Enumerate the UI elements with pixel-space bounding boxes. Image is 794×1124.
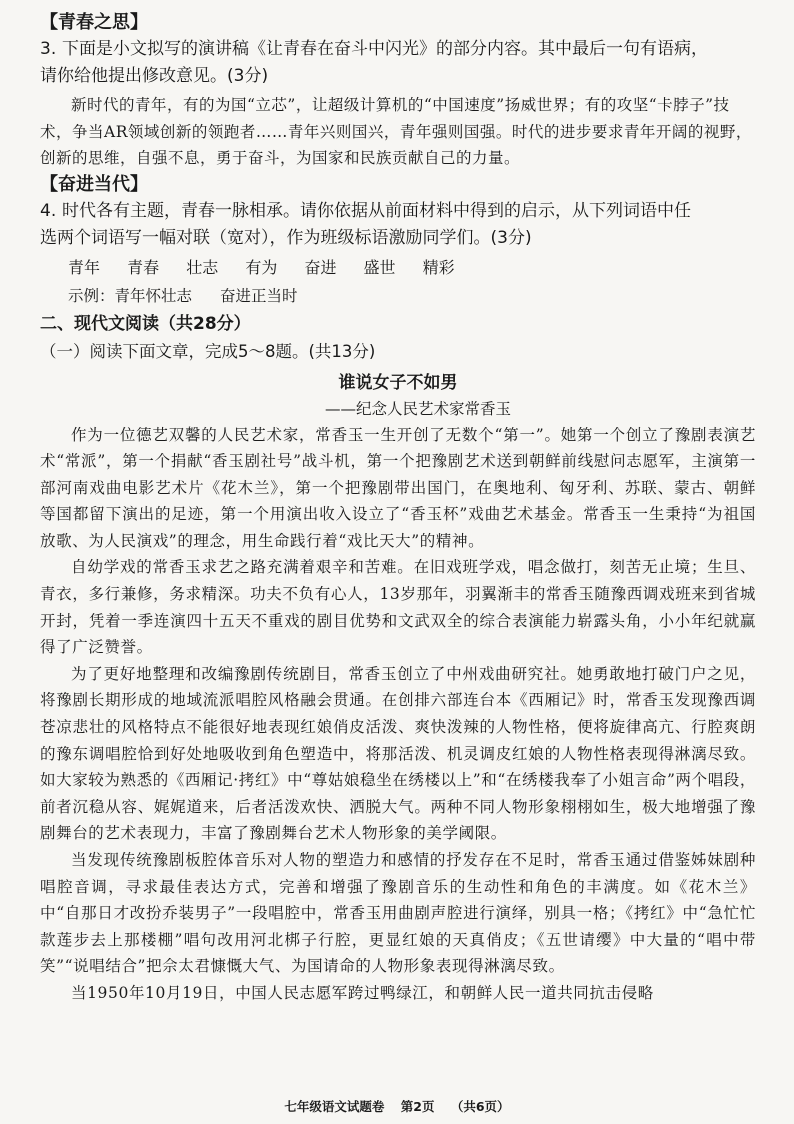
page-footer bbox=[0, 1097, 794, 1115]
question-3 bbox=[40, 36, 756, 63]
article-paragraph: 自幼学戏的常香玉求艺之路充满着艰辛和苦难。在旧戏班学戏，唱念做打，刻苦无止境；生旦、青衣，多行兼修，务求精深。功夫不负有心人，13岁那年，羽翼渐丰的常香玉随豫西调戏班来到省城开封，凭着一季连演四十五天不重戏的剧目优势和文武双全的综合表演能力崭露头角，小小年纪就赢得了广泛赞誉。 bbox=[40, 558, 756, 657]
word-list bbox=[68, 254, 756, 282]
question-4 bbox=[40, 198, 756, 225]
footer-exam-name: 七年级语文试题卷 bbox=[284, 1099, 385, 1114]
question-3-material: 新时代的青年，有的为国“立芯”，让超级计算机的“中国速度”扬威世界；有的攻坚“卡脖子”技术，争当AR领域创新的领跑者……青年兴则国兴，青年强则国强。时代的进步要求青年开阔的视野，创新的思维，自强不息，勇于奋斗，为国家和民族贡献自己的力量。 bbox=[40, 96, 752, 167]
word-item: 有为 bbox=[245, 257, 278, 277]
question-3-line1: 下面是小文拟写的演讲稿《让青春在奋斗中闪光》的部分内容。其中最后一句有语病， bbox=[62, 39, 708, 59]
question-4-line1: 时代各有主题，青春一脉相承。请你依据从前面材料中得到的启示，从下列词语中任 bbox=[62, 200, 691, 221]
word-item: 壮志 bbox=[186, 257, 219, 277]
couplet-example bbox=[68, 282, 756, 310]
section-modern-reading: 二、现代文阅读（共28分） bbox=[40, 313, 251, 334]
couplet-example-first: 示例：青年怀壮志 bbox=[68, 286, 193, 305]
footer-total-pages: （共6页） bbox=[450, 1099, 510, 1114]
couplet-example-second: 奋进正当时 bbox=[220, 286, 298, 305]
article-paragraph: 为了更好地整理和改编豫剧传统剧目，常香玉创立了中州戏曲研究社。她勇敢地打破门户之见，将豫剧长期形成的地域流派唱腔风格融会贯通。在创排六部连台本《西厢记》时，常香玉发现豫西调苍凉悲壮的风格特点不能很好地表现红娘俏皮活泼、爽快泼辣的人物性格，便将旋律高亢、行腔爽朗的豫东调唱腔恰到好处地吸收到角色塑造中，将那活泼、机灵调皮红娘的人物性格表现得淋漓尽致。如大家较为熟悉的《西厢记·拷红》中“尊姑娘稳坐在绣楼以上”和“在绣楼我奉了小姐言命”两个唱段，前者沉稳从容、娓娓道来，后者活泼欢快、洒脱大气。两种不同人物形象栩栩如生，极大地增强了豫剧舞台的艺术表现力，丰富了豫剧舞台艺术人物形象的美学阈限。 bbox=[40, 664, 756, 843]
exam-page bbox=[40, 10, 756, 1007]
question-4-line2: 选两个词语写一幅对联（宽对），作为班级标语激励同学们。(3分) bbox=[40, 227, 532, 248]
subsection-reading-1: （一）阅读下面文章，完成5～8题。(共13分) bbox=[40, 341, 376, 361]
article-title: 谁说女子不如男 bbox=[338, 372, 458, 393]
word-item: 青春 bbox=[127, 257, 160, 277]
article-paragraph: 作为一位德艺双馨的人民艺术家，常香玉一生开创了无数个“第一”。她第一个创立了豫剧表演艺术“常派”，第一个捐献“香玉剧社号”战斗机，第一个把豫剧艺术送到朝鲜前线慰问志愿军，主演第一部河南戏曲电影艺术片《花木兰》，第一个把豫剧带出国门，在奥地利、匈牙利、苏联、蒙古、朝鲜等国都留下演出的足迹，第一个用演出收入设立了“香玉杯”戏曲艺术基金。常香玉一生秉持“为祖国放歌、为人民演戏”的理念，用生命践行着“戏比天大”的精神。 bbox=[40, 425, 756, 550]
question-3-number: 3. bbox=[40, 39, 57, 59]
question-3-line2: 请你给他提出修改意见。(3分) bbox=[40, 66, 269, 86]
section-heading-youth-thoughts: 【青春之思】 bbox=[40, 12, 148, 33]
article-subtitle: ——纪念人民艺术家常香玉 bbox=[324, 399, 511, 418]
section-heading-progress: 【奋进当代】 bbox=[40, 173, 148, 195]
article-paragraph: 当1950年10月19日，中国人民志愿军跨过鸭绿江，和朝鲜人民一道共同抗击侵略 bbox=[71, 983, 654, 1002]
word-item: 奋进 bbox=[304, 257, 337, 277]
word-item: 盛世 bbox=[363, 257, 396, 277]
word-item: 青年 bbox=[68, 257, 101, 277]
footer-page-number: 第2页 bbox=[400, 1099, 435, 1114]
article-paragraph: 当发现传统豫剧板腔体音乐对人物的塑造力和感情的抒发存在不足时，常香玉通过借鉴姊妹剧种唱腔音调，寻求最佳表达方式，完善和增强了豫剧音乐的生动性和角色的丰满度。如《花木兰》中“自那日才改扮乔装男子”一段唱腔中，常香玉用曲剧声腔进行演绎，别具一格；《拷红》中“急忙忙款莲步去上那楼棚”唱句改用河北梆子行腔，更显红娘的天真俏皮；《五世请缨》中大量的“唱中带笑”“说唱结合”把佘太君慷慨大气、为国请命的人物形象表现得淋漓尽致。 bbox=[40, 851, 756, 976]
word-item: 精彩 bbox=[422, 257, 455, 277]
question-4-number: 4. bbox=[40, 200, 57, 221]
